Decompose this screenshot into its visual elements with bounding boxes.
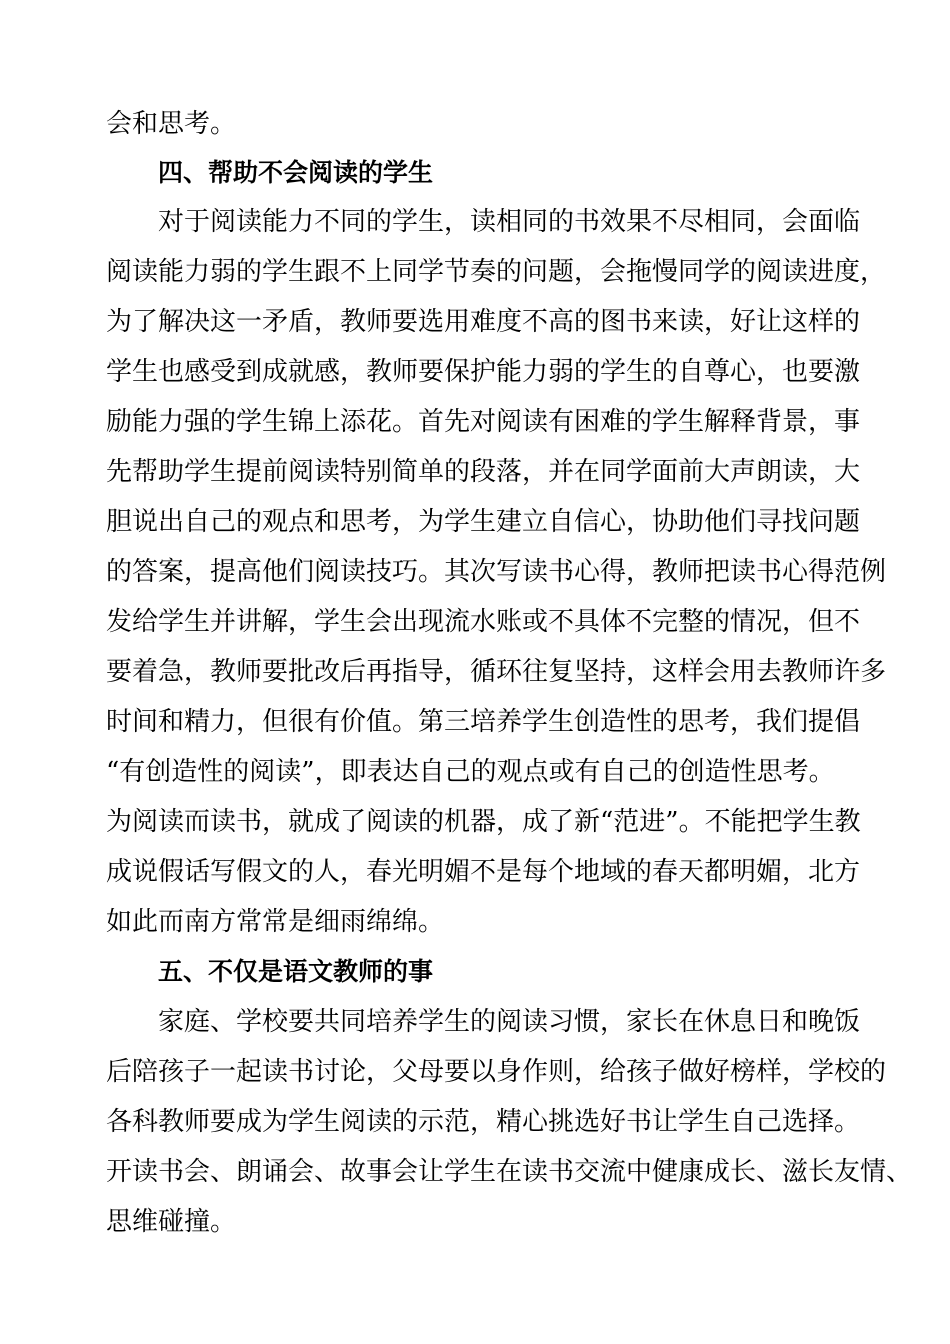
paragraph-line: 胆说出自己的观点和思考，为学生建立自信心，协助他们寻找问题 [106,507,861,537]
paragraph-line: 家庭、学校要共同培养学生的阅读习惯，家长在休息日和晚饭 [158,1007,861,1037]
section-heading: 四、帮助不会阅读的学生 [158,158,434,187]
paragraph-line: 发给学生并讲解，学生会出现流水账或不具体不完整的情况，但不 [106,607,861,637]
paragraph-line: 会和思考。 [106,109,237,139]
paragraph-line: 的答案，提高他们阅读技巧。其次写读书心得，教师把读书心得范例 [106,557,887,587]
paragraph-line: 思维碰撞。 [106,1207,237,1237]
paragraph-line: 励能力强的学生锦上添花。首先对阅读有困难的学生解释背景，事 [106,407,861,437]
paragraph-line: 如此而南方常常是细雨绵绵。 [106,907,445,937]
paragraph-line: 对于阅读能力不同的学生，读相同的书效果不尽相同，会面临 [158,207,861,237]
paragraph-line: 先帮助学生提前阅读特别简单的段落，并在同学面前大声朗读，大 [106,457,861,487]
section-heading: 五、不仅是语文教师的事 [158,957,434,986]
paragraph-line: 要着急，教师要批改后再指导，循环往复坚持，这样会用去教师许多 [106,657,887,687]
paragraph-line: 开读书会、朗诵会、故事会让学生在读书交流中健康成长、滋长友情、 [106,1157,913,1187]
paragraph-line: 各科教师要成为学生阅读的示范，精心挑选好书让学生自己选择。 [106,1107,861,1137]
paragraph-line: 后陪孩子一起读书讨论，父母要以身作则，给孩子做好榜样，学校的 [106,1057,887,1087]
paragraph-line: 成说假话写假文的人，春光明媚不是每个地域的春天都明媚，北方 [106,857,861,887]
paragraph-line: “有创造性的阅读”，即表达自己的观点或有自己的创造性思考。 [106,757,835,787]
paragraph-line: 时间和精力，但很有价值。第三培养学生创造性的思考，我们提倡 [106,707,861,737]
paragraph-line: 阅读能力弱的学生跟不上同学节奏的问题，会拖慢同学的阅读进度， [106,257,887,287]
paragraph-line: 为阅读而读书，就成了阅读的机器，成了新“范进”。不能把学生教 [106,807,861,837]
paragraph-line: 学生也感受到成就感，教师要保护能力弱的学生的自尊心，也要激 [106,357,861,387]
paragraph-line: 为了解决这一矛盾，教师要选用难度不高的图书来读，好让这样的 [106,307,861,337]
